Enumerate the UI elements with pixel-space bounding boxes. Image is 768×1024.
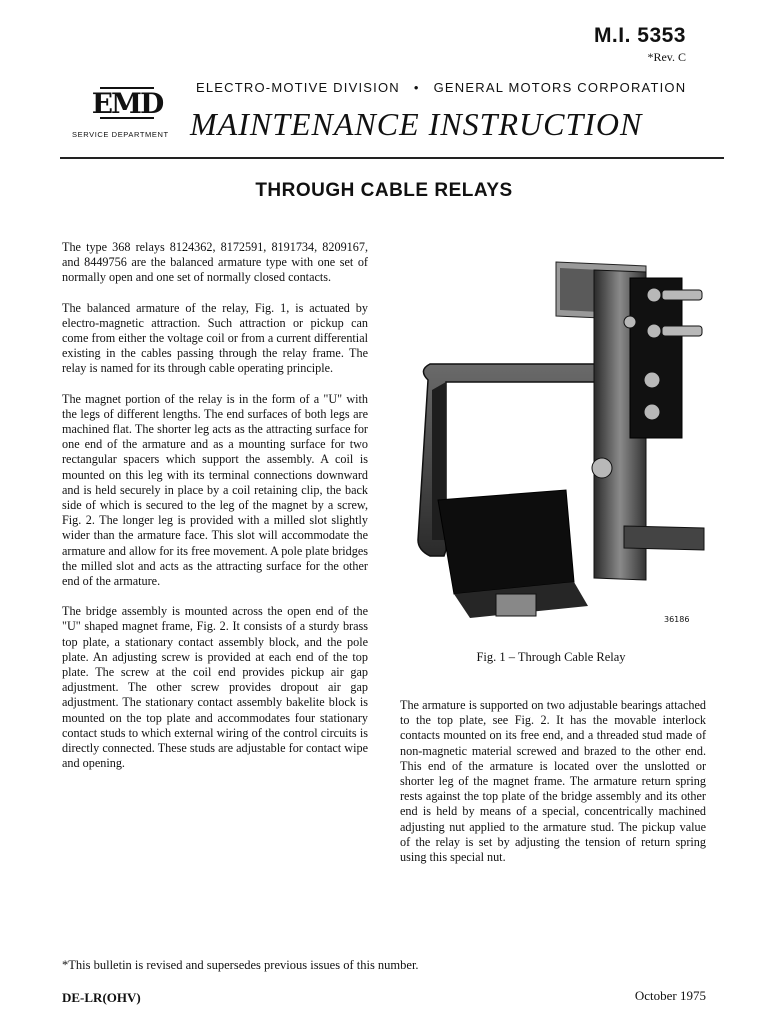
emd-logo: [91, 80, 163, 124]
division-name: ELECTRO-MOTIVE DIVISION: [196, 80, 400, 95]
publication-date: October 1975: [634, 988, 706, 1003]
revision-footnote: *This bulletin is revised and supersedes previous issues of this number.: [62, 958, 419, 972]
service-department-label: SERVICE DEPARTMENT: [72, 130, 169, 139]
paragraph-4: The bridge assembly is mounted across the open end of the "U" shaped magnet frame, Fig. 2. It consists of a sturdy brass top plate, a stationary contact assembly block, and the pole plate. An adjusting screw is provided at each end of the top plate. The screw at the coil end provides pickup air gap adjustment. The other screw provides dropout air gap adjustment. The stationary contact assembly bakelite block is mounted on the top plate and accommodates four stationary contact studs to which external wiring of the control circuits is directly connected. These studs are adjustable for contact wipe and opening.: [62, 604, 368, 771]
logo-lettering: EMD: [91, 87, 163, 120]
relay-photo: [384, 250, 718, 636]
document-code: DE-LR(OHV): [62, 990, 141, 1005]
header-rule: [60, 157, 724, 159]
maintenance-instruction-heading: MAINTENANCE INSTRUCTION: [190, 106, 643, 142]
paragraph-2: The balanced armature of the relay, Fig. 1, is actuated by electro-magnetic attraction. Such attraction or pickup can come from either the voltage coil or from a current differential existing in the cables passing through the relay frame. The relay is named for its through cable operating principle.: [62, 300, 368, 376]
document-number: M.I. 5353: [593, 24, 686, 47]
photo-number: 36186: [664, 615, 690, 624]
document-title: THROUGH CABLE RELAYS: [255, 180, 513, 201]
figure-caption: Fig. 1 – Through Cable Relay: [476, 650, 626, 664]
paragraph-3: The magnet portion of the relay is in the form of a "U" with the legs of different lengths. The end surfaces of both legs are machined flat. The shorter leg acts as the attracting surface for one end of the armature and as a mounting surface for two rectangular spacers which support the assembly. A coil is mounted on this leg with its terminal connections downward and is held securely in place by a coil retaining clip, the back side of which is secured to the leg of the magnet by a screw, Fig. 2. The longer leg is provided with a milled slot slightly wider than the armature face. This slot will accommodate the armature and allow for its free movement. A pole plate bridges the milled slot and acts as the attracting surface for the other end of the armature.: [62, 391, 368, 589]
left-column: [62, 240, 368, 787]
right-column: [400, 698, 706, 865]
paragraph-1: The type 368 relays 8124362, 8172591, 8191734, 8209167, and 8449756 are the balanced armature type with one set of normally open and one set of normally closed contacts.: [62, 240, 368, 285]
corporation-name: GENERAL MOTORS CORPORATION: [433, 80, 687, 95]
division-line: [196, 80, 686, 95]
paragraph-5: The armature is supported on two adjustable bearings attached to the top plate, see Fig. 2. It has the movable interlock contacts mounted on its free end, and a threaded stud made of non-magnetic material screwed and brazed to the other end. This end of the armature is located over the unslotted or shorter leg of the magnet frame. The armature return spring rests against the top plate of the bridge assembly and its other end is held by means of a special, concentrically machined adjusting nut applied to the armature stud. The pickup value of the relay is set by adjusting the tension of return spring using this special nut.: [400, 698, 706, 865]
revision-label: *Rev. C: [647, 50, 686, 64]
division-separator: •: [413, 80, 420, 95]
